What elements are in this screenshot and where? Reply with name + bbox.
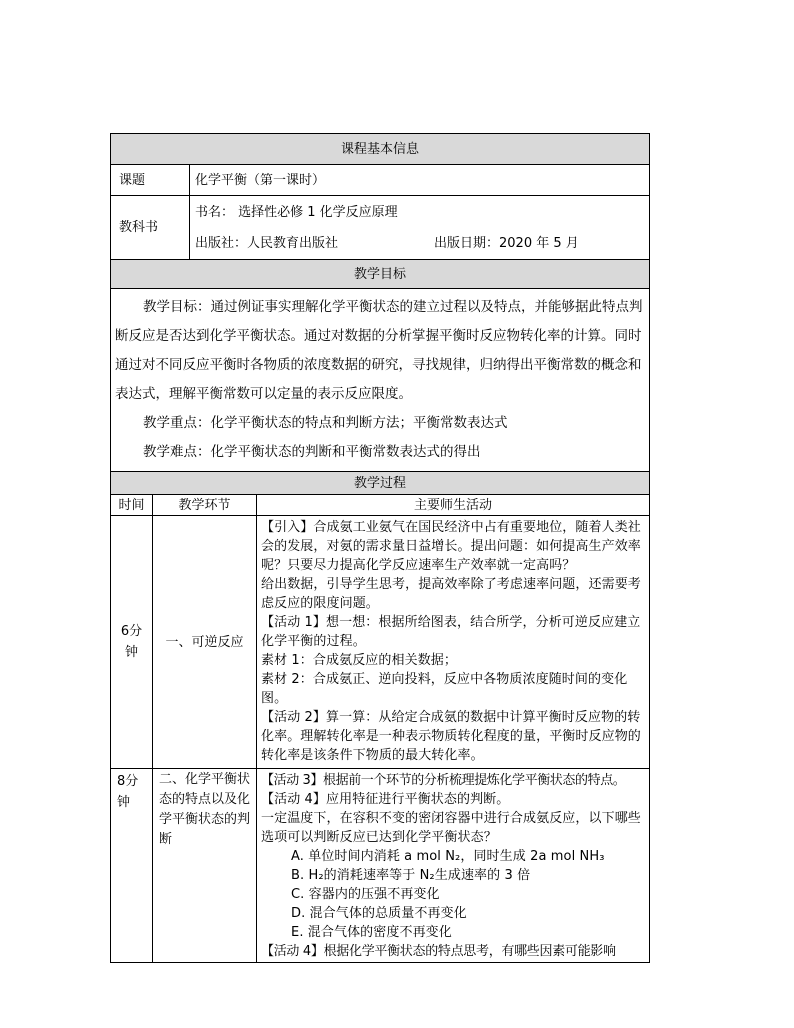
row2-option-a: A. 单位时间内消耗 a mol N₂，同时生成 2a mol NH₃ [291,849,605,864]
row1-time [111,516,153,769]
row2-option-d: D. 混合气体的总质量不再变化 [291,906,467,921]
objectives-body [111,289,650,472]
objectives-header: 教学目标 [111,260,650,289]
row2-option-b: B. H₂的消耗速率等于 N₂生成速率的 3 倍 [291,868,531,883]
process-header: 教学过程 [111,472,650,495]
book-line: 书名： 选择性必修 1 化学反应原理 [190,196,650,229]
objective-difficulties: 教学难点：化学平衡状态的判断和平衡常数表达式的得出 [143,444,481,460]
row2-option-c: C. 容器内的压强不再变化 [291,887,440,902]
col-activity: 主要师生活动 [257,495,650,516]
row1-line: 【活动 2】算一算：从给定合成氨的数据中计算平衡时反应物的转化率。理解转化率是一种表示物质转化程度的量，平衡时反应物的转化率是该条件下物质的最大转化率。 [261,710,641,763]
publisher-row [190,229,650,260]
row2-option-e: E. 混合气体的密度不再变化 [291,925,452,940]
row1-line: 素材 2：合成氨正、逆向投料，反应中各物质浓度随时间的变化图。 [261,672,628,706]
objective-key-points: 教学重点：化学平衡状态的特点和判断方法；平衡常数表达式 [143,415,508,431]
row2-line: 【活动 3】根据前一个环节的分析梳理提炼化学平衡状态的特点。 [261,773,626,788]
objective-goal: 教学目标：通过例证事实理解化学平衡状态的建立过程以及特点，并能够据此特点判断反应是否达到化学平衡状态。通过对数据的分析掌握平衡时反应物转化率的计算。同时通过对不同反应平衡时各物质的浓度数据的研究，寻找规律，归纳得出平衡常数的概念和表达式，理解平衡常数可以定量的表示反应限度。 [115,299,643,402]
publisher-line: 出版社：人民教育出版社 [195,236,339,252]
topic-value: 化学平衡（第一课时） [190,165,650,196]
row1-line: 【活动 1】想一想：根据所给图表，结合所学，分析可逆反应建立化学平衡的过程。 [261,615,641,649]
row1-line: 【引入】合成氨工业氨气在国民经济中占有重要地位，随着人类社会的发展，对氨的需求量日益增长。提出问题：如何提高生产效率呢？只要尽力提高化学反应速率生产效率就一定高吗？ [261,520,641,573]
row1-activity [257,516,650,769]
col-stage: 教学环节 [153,495,257,516]
row2-time-text: 8分钟 [117,774,139,810]
row2-line: 一定温度下，在容积不变的密闭容器中进行合成氨反应，以下哪些选项可以判断反应已达到化学平衡状态？ [261,811,641,845]
row1-line: 给出数据，引导学生思考，提高效率除了考虑速率问题，还需要考虑反应的限度问题。 [261,577,641,611]
row2-time [111,769,153,963]
lesson-plan-table [110,133,650,963]
col-time: 时间 [111,495,153,516]
lesson-plan-document [110,133,649,963]
row1-time-text: 6分钟 [120,624,143,660]
row1-stage: 一、可逆反应 [153,516,257,769]
textbook-label: 教科书 [111,196,190,260]
row2-line: 【活动 4】应用特征进行平衡状态的判断。 [261,792,510,807]
row2-activity [257,769,650,963]
publish-date-line: 出版日期：2020 年 5 月 [434,236,579,252]
row1-line: 素材 1：合成氨反应的相关数据； [261,653,458,668]
basic-info-header: 课程基本信息 [111,134,650,165]
topic-label: 课题 [111,165,190,196]
row2-stage: 二、化学平衡状态的特点以及化学平衡状态的判断 [153,769,257,963]
row2-last-line: 【活动 4】根据化学平衡状态的特点思考，有哪些因素可能影响 [261,944,616,959]
